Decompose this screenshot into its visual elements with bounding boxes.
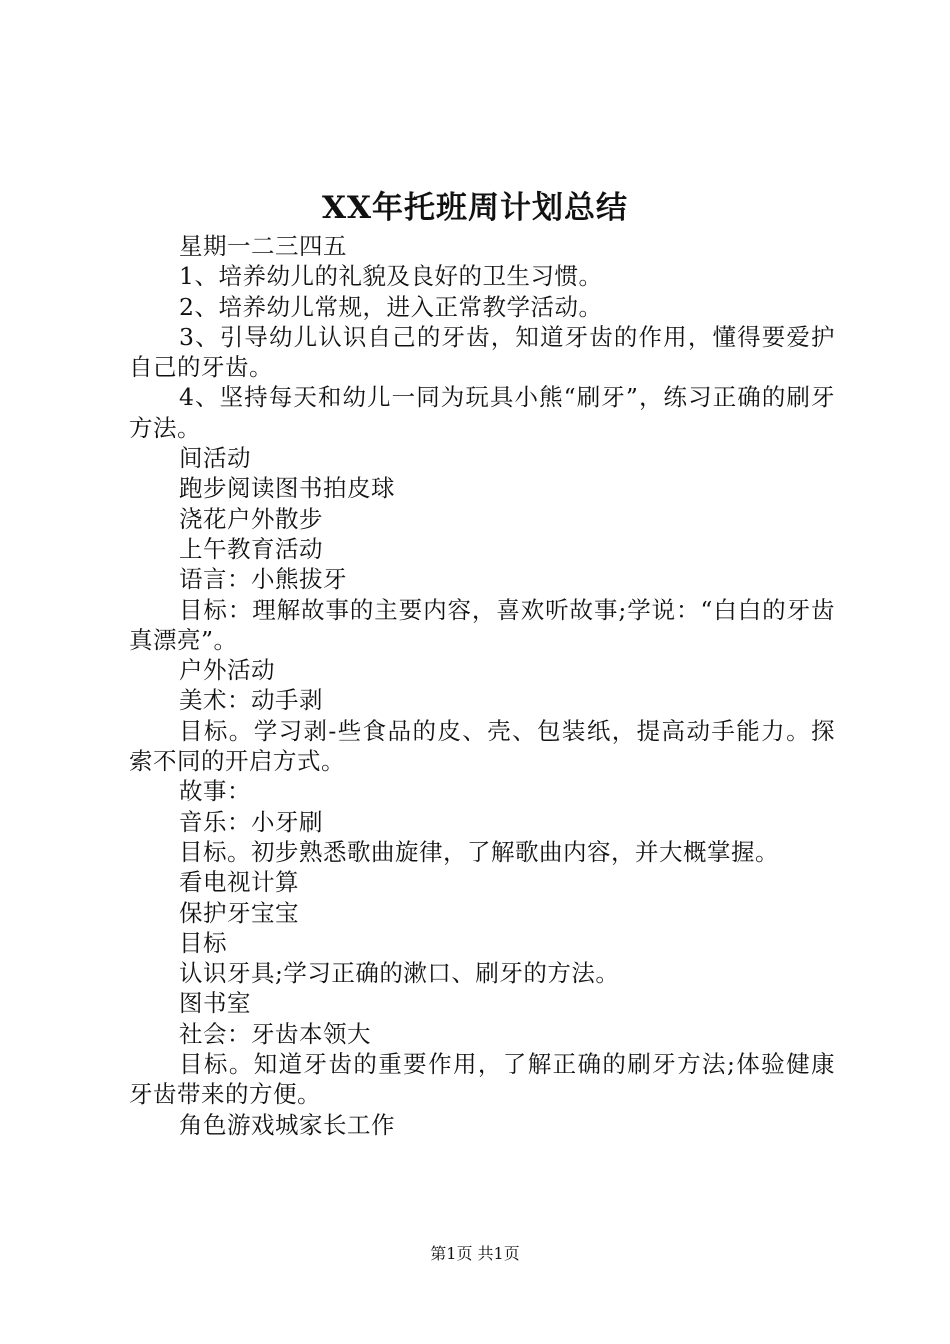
paragraph: 间活动 — [179, 444, 251, 473]
paragraph: 美术：动手剥 — [179, 686, 323, 715]
paragraph: 角色游戏城家长工作 — [179, 1110, 395, 1139]
paragraph: 语言：小熊拔牙 — [179, 565, 347, 594]
paragraph: 4、坚持每天和幼儿一同为玩具小熊“刷牙”，练习正确的刷牙方法。 — [129, 383, 835, 442]
paragraph: 星期一二三四五 — [179, 232, 347, 260]
paragraph: 社会：牙齿本领大 — [179, 1019, 371, 1048]
paragraph: 上午教育活动 — [179, 534, 323, 563]
paragraph: 1、培养幼儿的礼貌及良好的卫生习惯。 — [179, 262, 603, 291]
document-body — [129, 231, 835, 1140]
paragraph: 保护牙宝宝 — [179, 898, 299, 927]
paragraph: 图书室 — [179, 989, 251, 1018]
paragraph: 目标 — [179, 928, 227, 957]
paragraph: 看电视计算 — [179, 868, 299, 897]
paragraph: 目标。知道牙齿的重要作用，了解正确的刷牙方法;体验健康牙齿带来的方便。 — [129, 1050, 835, 1109]
paragraph: 故事： — [179, 777, 251, 806]
page-footer: 第1页 共1页 — [430, 1244, 520, 1263]
paragraph: 户外活动 — [179, 656, 275, 685]
paragraph: 目标。学习剥-些食品的皮、壳、包装纸，提高动手能力。探索不同的开启方式。 — [129, 716, 835, 776]
paragraph: 音乐：小牙刷 — [179, 807, 323, 836]
paragraph: 3、引导幼儿认识自己的牙齿，知道牙齿的作用，懂得要爱护自己的牙齿。 — [129, 322, 835, 382]
paragraph: 认识牙具;学习正确的漱口、刷牙的方法。 — [179, 959, 620, 988]
paragraph: 浇花户外散步 — [179, 504, 323, 533]
paragraph: 目标。初步熟悉歌曲旋律，了解歌曲内容，并大概掌握。 — [179, 837, 779, 866]
paragraph: 2、培养幼儿常规，进入正常教学活动。 — [179, 292, 603, 321]
document-title: XX年托班周计划总结 — [321, 190, 629, 226]
paragraph: 目标：理解故事的主要内容，喜欢听故事;学说：“白白的牙齿真漂亮”。 — [129, 595, 835, 654]
paragraph: 跑步阅读图书拍皮球 — [179, 474, 395, 503]
